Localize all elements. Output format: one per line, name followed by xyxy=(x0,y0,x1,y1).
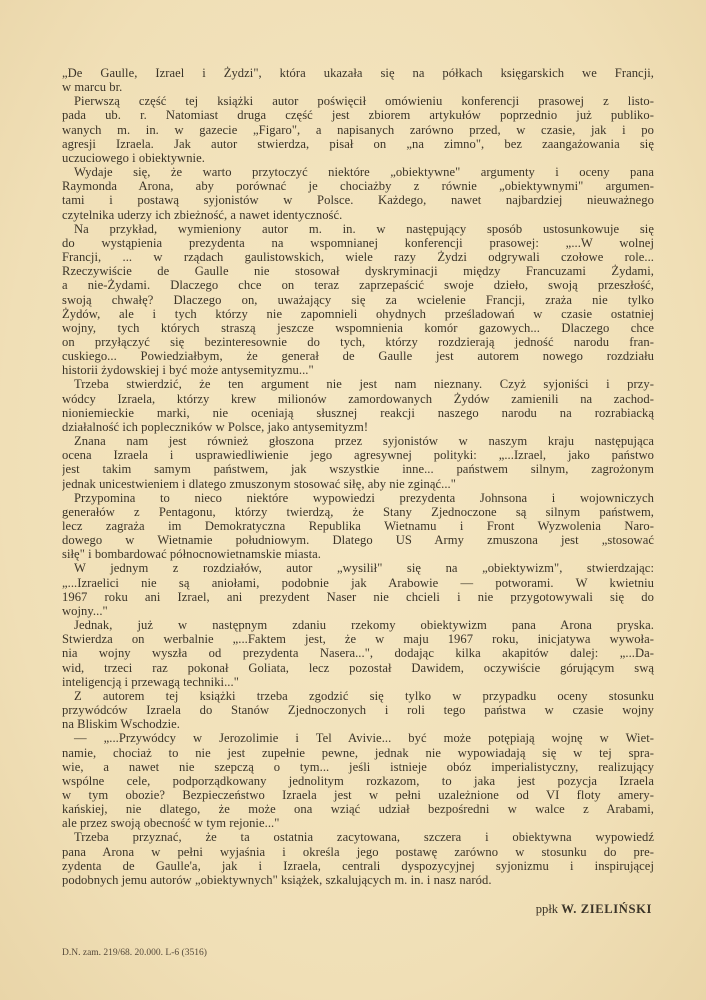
text-line: zydenta de Gaulle'a, jak i Izraela, centrali dyspozycyjnej syjonizmu i inspirującej xyxy=(62,858,654,873)
signature xyxy=(536,902,652,917)
text-line: Rzeczywiście de Gaulle nie stosował dyskryminacji między Francuzami Żydami, xyxy=(62,264,654,279)
text-line: przywódców Izraela do Stanów Zjednoczonych i roli tego państwa w czasie wojny xyxy=(62,703,654,718)
text-line: lecz zagraża im Demokratyczna Republika Wietnamu i Front Wyzwolenia Naro- xyxy=(62,519,654,533)
text-line: Znana nam jest również głoszona przez syjonistów w naszym kraju następująca xyxy=(74,434,654,449)
print-imprint: D.N. zam. 219/68. 20.000. L-6 (3516) xyxy=(62,948,207,958)
text-line: „De Gaulle, Izrael i Żydzi", która ukazała się na półkach księgarskich we Francji, xyxy=(62,66,654,80)
text-line: w tym obozie? Bezpieczeństwo Izraela jest w pełni uzależnione od VI floty amery- xyxy=(62,787,654,802)
text-line: Francji, ... w rządach gaulistowskich, wiele razy Żydzi odgrywali czołowe role... xyxy=(62,250,654,265)
text-line: wódcy Izraela, którzy krew milionów zamordowanych Żydów zamienili na zachod- xyxy=(62,391,654,406)
text-line: czytelnika uderzy ich zbieżność, a nawet identyczność. xyxy=(62,207,343,222)
text-line: pada ub. r. Natomiast druga część jest zbiorem artykułów poprzednio już publiko- xyxy=(62,108,654,123)
text-line: — „...Przywódcy w Jerozolimie i Tel Avivie... być może potępiają wojnę w Wiet- xyxy=(74,731,654,746)
text-line: wspólne cele, podporządkowany jednolitym rozkazom, to jaka jest pozycja Izraela xyxy=(62,773,654,788)
text-line: dowego w Wietnamie południowym. Dlatego US Army zmuszona jest „stosować xyxy=(62,533,654,548)
text-line: wid, trzeci raz pokonał Goliata, lecz pozostał Dawidem, oczywiście górującym swą xyxy=(62,660,654,675)
text-line: Wydaje się, że warto przytoczyć niektóre „obiektywne" argumenty i oceny pana xyxy=(74,165,654,180)
text-line: Raymonda Arona, aby porównać je chociażby z równie „obiektywnymi" argumen- xyxy=(62,179,654,194)
text-line: wie, a nawet nie szepczą o tym... jeśli istnieje obóz imperialistyczny, realizujący xyxy=(62,759,654,774)
signature-rank: ppłk xyxy=(535,902,559,916)
text-line: Pierwszą część tej książki autor poświęcił omówieniu konferencji prasowej z listo- xyxy=(74,94,654,109)
text-line: 1967 roku ani Izrael, ani prezydent Naser nie chcieli i nie przygotowywali się do xyxy=(62,589,654,604)
text-line: uczuciowego i obiektywnie. xyxy=(62,150,205,165)
text-line: ocena Izraela i usprawiedliwienie jego agresywnej polityki: „...Izrael, jako państwo xyxy=(62,448,654,463)
text-line: „...Izraelici nie są aniołami, podobnie jak Arabowie — potworami. W kwietniu xyxy=(62,575,654,590)
text-line: Jednak, już w następnym zdaniu rzekomy obiektywizm pana Arona pryska. xyxy=(74,618,654,633)
text-line: w marcu br. xyxy=(62,80,123,95)
text-line: siłę" i bombardować północnowietnamskie miasta. xyxy=(62,547,321,562)
text-line: Z autorem tej książki trzeba zgodzić się tylko w przypadku oceny stosunku xyxy=(74,688,654,703)
text-line: namie, chociaż to nie jest zupełnie pewne, jednak nie wypowiadają się w tej spra- xyxy=(62,745,654,760)
text-line: W jednym z rozdziałów, autor „wysilił" się na „obiektywizm", stwierdzając: xyxy=(74,561,654,576)
text-line: wojny, tych których straszą jeszcze wspomnienia komór gazowych... Dlaczego chce xyxy=(62,320,654,335)
text-line: agresji Izraela. Jak autor stwierdza, pisał on „na zimno", bez zaangażowania się xyxy=(62,136,654,151)
text-line: podobnych jemu autorów „obiektywnych" książek, szkalujących m. in. i nasz naród. xyxy=(62,872,492,887)
text-line: ale przez swoją obecność w tym rejonie..." xyxy=(62,816,280,831)
text-line: Żydów, ale i tych którzy nie zapomnieli ohydnych prześladowań w czasie ostatniej xyxy=(62,306,654,321)
text-line: swoją chwałę? Dlaczego on, uważający się za wcielenie Francji, zraża nie tylko xyxy=(62,292,654,307)
text-line: on przyłączyć się bezinteresownie do tych, którzy rozdzierają jedność narodu fran- xyxy=(62,334,654,349)
text-line: cuskiego... Powiedziałbym, że generał de Gaulle jest autorem nowego rozdziału xyxy=(62,349,654,364)
text-line: nioniemieckie marki, nie oceniają słusznej reakcji naszego narodu na rozrabiacką xyxy=(62,405,654,420)
text-line: Trzeba stwierdzić, że ten argument nie jest nam nieznany. Czyż syjoniści i przy- xyxy=(74,377,654,392)
text-line: generałów z Pentagonu, którzy twierdzą, że Stany Zjednoczone są silnym państwem, xyxy=(62,504,654,519)
text-line: nia wojny wyszła od prezydenta Nasera...", dodając kilka akapitów dalej: „...Da- xyxy=(62,646,654,661)
text-line: Na przykład, wymieniony autor m. in. w następujący sposób ustosunkowuje się xyxy=(74,221,654,236)
text-line: jest takim samym państwem, jak wszystkie inne... państwem silnym, zagrożonym xyxy=(62,462,654,477)
text-line: tami i postawą syjonistów w Polsce. Każdego, nawet najbardziej nieuważnego xyxy=(62,193,654,208)
text-line: działalność ich popleczników w Polsce, jako antysemityzm! xyxy=(62,419,369,434)
text-line: Przypomina to nieco niektóre wypowiedzi prezydenta Johnsona i wojowniczych xyxy=(74,490,654,505)
signature-name: W. ZIELIŃSKI xyxy=(561,902,652,916)
text-line: wojny..." xyxy=(62,603,108,618)
text-line: historii żydowskiej i być może antysemityzmu..." xyxy=(62,363,314,378)
text-line: Stwierdza on werbalnie „...Faktem jest, że w maju 1967 roku, inicjatywa wywoła- xyxy=(62,632,654,647)
text-line: Trzeba przyznać, że ta ostatnia zacytowana, szczera i obiektywna wypowiedź xyxy=(74,830,654,845)
text-line: do wystąpienia prezydenta na wspomnianej konferencji prasowej: „...W wolnej xyxy=(62,235,654,250)
text-line: pana Arona w pełni wyjaśnia i określa jego postawę zarówno w stosunku do pre- xyxy=(62,844,654,859)
text-line: kańskiej, nie dlatego, że może ona wziąć udział bezpośredni w walce z Arabami, xyxy=(62,802,654,817)
text-line: na Bliskim Wschodzie. xyxy=(62,717,180,732)
text-line: inteligencją i przewagą techniki..." xyxy=(62,674,239,689)
article-body xyxy=(62,66,654,887)
text-line: wanych m. in. w gazecie „Figaro", a napisanych zarówno przed, w czasie, jak i po xyxy=(62,122,654,137)
text-line: jednak unicestwieniem i dlatego zmuszonym stosować siłę, aby nie zginąć..." xyxy=(62,476,456,491)
text-line: a nie-Żydami. Dlaczego chce on teraz zaprzepaścić swoje dzieło, swoją przeszłość, xyxy=(62,278,654,293)
